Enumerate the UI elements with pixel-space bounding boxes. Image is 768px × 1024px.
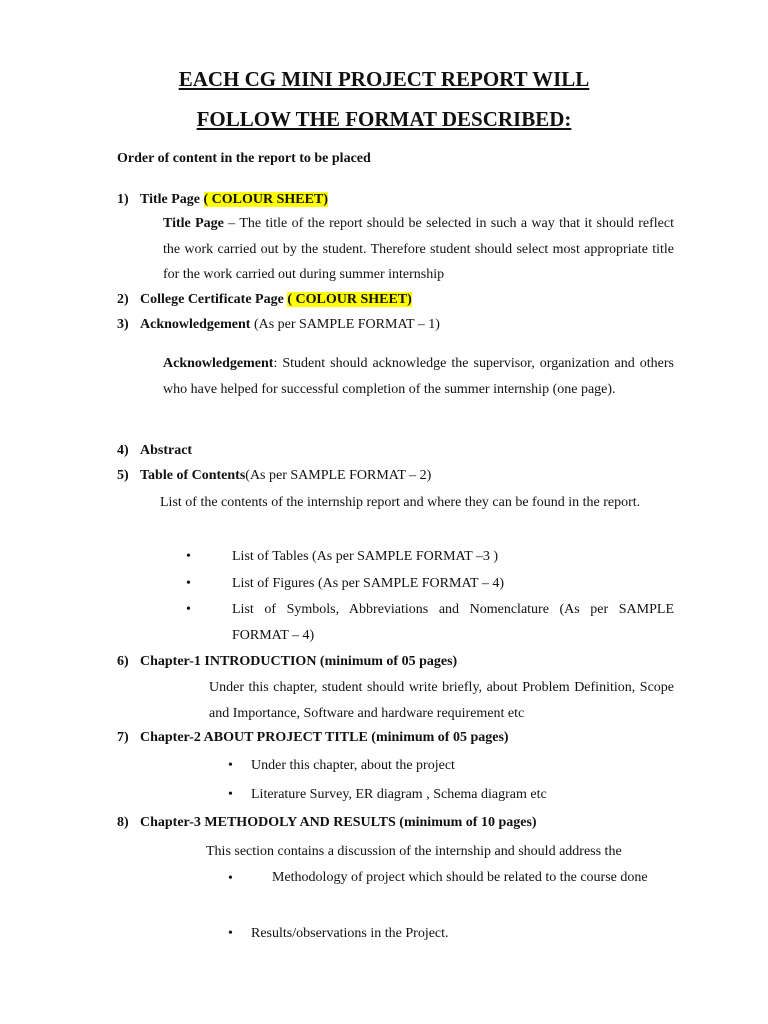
toc-bullet: List of Figures (As per SAMPLE FORMAT – 4) [232, 576, 504, 591]
toc-bullet: List of Tables (As per SAMPLE FORMAT –3 ) [232, 549, 499, 564]
toc-description: List of the contents of the internship report and where they can be found in the report. [160, 495, 641, 510]
item-abstract: Abstract [140, 443, 193, 458]
item-number: 6) [117, 654, 129, 669]
item-number: 3) [117, 317, 129, 332]
chapter-3-bullet: Methodology of project which should be related to the course done [272, 870, 648, 885]
chapter-2-bullet: Literature Survey, ER diagram , Schema diagram etc [251, 787, 547, 802]
chapter-3-bullet: Results/observations in the Project. [251, 926, 449, 941]
item-acknowledgement [140, 316, 440, 334]
desc-label: Title Page [163, 216, 224, 231]
item-label: Table of Contents [140, 468, 246, 483]
item-chapter-2: Chapter-2 ABOUT PROJECT TITLE (minimum of 05 pages) [140, 730, 509, 745]
title-page-description [163, 211, 674, 288]
desc-label: Acknowledgement [163, 356, 274, 371]
chapter-2-bullet: Under this chapter, about the project [251, 758, 455, 773]
bullet-glyph: • [228, 871, 233, 886]
item-number: 1) [117, 192, 129, 207]
chapter-3-description: This section contains a discussion of the internship and should address the [206, 844, 622, 859]
bullet-glyph: • [186, 549, 191, 564]
item-college-certificate [140, 291, 412, 309]
bullet-glyph: • [228, 758, 233, 773]
acknowledgement-description [163, 351, 674, 402]
item-chapter-3: Chapter-3 METHODOLY AND RESULTS (minimum of 10 pages) [140, 815, 537, 830]
item-note: (As per SAMPLE FORMAT – 1) [250, 317, 440, 332]
colour-sheet-tag: ( COLOUR SHEET) [203, 192, 328, 207]
intro-text: Order of content in the report to be placed [117, 151, 371, 166]
item-label: Title Page [140, 192, 201, 207]
bullet-glyph: • [228, 787, 233, 802]
bullet-glyph: • [228, 926, 233, 941]
item-note: (As per SAMPLE FORMAT – 2) [245, 468, 432, 483]
item-number: 5) [117, 468, 129, 483]
chapter-1-description: Under this chapter, student should write briefly, about Problem Definition, Scope and Importance, Software and hardware requirement etc [209, 680, 674, 721]
desc-text: : Student should acknowledge the supervisor, organization and others who have helped for successful completion of the summer internship (one page). [163, 356, 674, 397]
toc-bullet: List of Symbols, Abbreviations and Nomenclature (As per SAMPLE FORMAT – 4) [232, 602, 674, 643]
item-number: 8) [117, 815, 129, 830]
item-label: College Certificate Page [140, 292, 284, 307]
colour-sheet-tag: ( COLOUR SHEET) [287, 292, 412, 307]
item-chapter-1: Chapter-1 INTRODUCTION (minimum of 05 pages) [140, 654, 458, 669]
item-label: Acknowledgement [140, 317, 251, 332]
item-title-page [140, 191, 328, 209]
heading-line-2: FOLLOW THE FORMAT DESCRIBED: [196, 107, 572, 131]
bullet-glyph: • [186, 576, 191, 591]
heading-line-1: EACH CG MINI PROJECT REPORT WILL [178, 67, 590, 91]
item-table-of-contents [140, 467, 431, 485]
item-number: 2) [117, 292, 129, 307]
item-number: 7) [117, 730, 129, 745]
desc-text: – The title of the report should be selected in such a way that it should reflect the work carried out by the student. Therefore student should select most appropriate title for the work carried out during summer internship [163, 216, 674, 282]
item-number: 4) [117, 443, 129, 458]
bullet-glyph: • [186, 602, 191, 617]
